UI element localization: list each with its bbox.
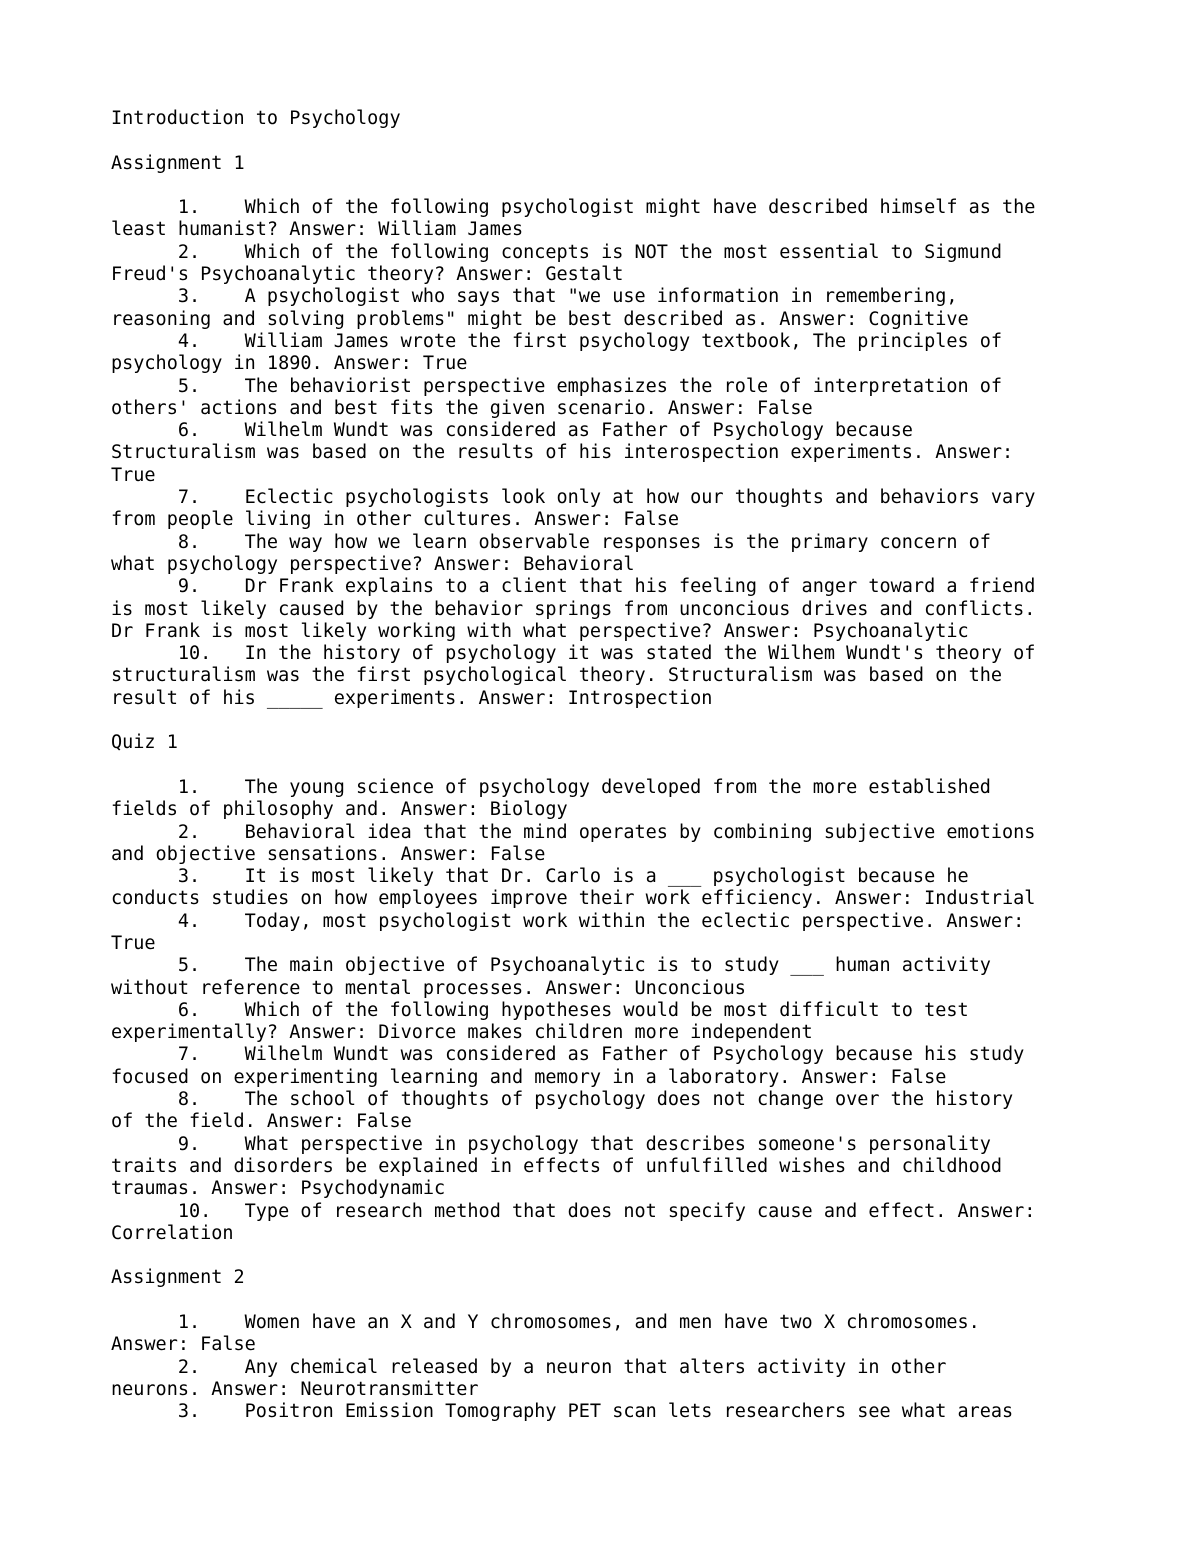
text-line: 3. A psychologist who says that "we use information in remembering,: [111, 286, 958, 308]
text-line: from people living in other cultures. Answer: False: [111, 509, 680, 531]
text-line: 6. Wilhelm Wundt was considered as Father of Psychology because: [111, 420, 913, 442]
text-line: True: [111, 932, 156, 954]
section-heading: Assignment 1: [111, 152, 245, 174]
text-line: Structuralism was based on the results of his interospection experiments. Answer:: [111, 442, 1014, 464]
document-page: [111, 108, 1091, 1424]
text-line: 4. William James wrote the first psychology textbook, The principles of: [111, 330, 1003, 352]
text-line: 1. Women have an X and Y chromosomes, and men have two X chromosomes.: [111, 1312, 980, 1334]
blank-line: [111, 755, 1091, 777]
text-line: without reference to mental processes. Answer: Unconcious: [111, 977, 746, 999]
text-line: others' actions and best fits the given scenario. Answer: False: [111, 397, 813, 419]
blank-line: [111, 1290, 1091, 1312]
text-line: and objective sensations. Answer: False: [111, 843, 546, 865]
section-heading: Assignment 2: [111, 1267, 245, 1289]
blank-line: [111, 175, 1091, 197]
blank-line: [111, 130, 1091, 152]
text-line: 9. Dr Frank explains to a client that his feeling of anger toward a friend: [111, 576, 1036, 598]
text-line: least humanist? Answer: William James: [111, 219, 524, 241]
text-line: 2. Any chemical released by a neuron that alters activity in other: [111, 1356, 947, 1378]
text-line: Answer: False: [111, 1334, 256, 1356]
text-line: traumas. Answer: Psychodynamic: [111, 1178, 446, 1200]
text-line: fields of philosophy and. Answer: Biology: [111, 799, 568, 821]
text-line: 2. Behavioral idea that the mind operates by combining subjective emotions: [111, 821, 1036, 843]
text-line: traits and disorders be explained in effects of unfulfilled wishes and childhood: [111, 1155, 1003, 1177]
text-line: True: [111, 464, 156, 486]
text-line: 5. The behaviorist perspective emphasizes the role of interpretation of: [111, 375, 1003, 397]
text-line: psychology in 1890. Answer: True: [111, 353, 468, 375]
text-line: conducts studies on how employees improve their work efficiency. Answer: Industrial: [111, 888, 1036, 910]
text-line: 4. Today, most psychologist work within the eclectic perspective. Answer:: [111, 910, 1025, 932]
text-line: 3. Positron Emission Tomography PET scan lets researchers see what areas: [111, 1401, 1014, 1423]
text-line: 1. The young science of psychology developed from the more established: [111, 776, 991, 798]
text-line: 5. The main objective of Psychoanalytic is to study ___ human activity: [111, 955, 991, 977]
text-line: 10. In the history of psychology it was stated the Wilhem Wundt's theory of: [111, 643, 1036, 665]
text-line: of the field. Answer: False: [111, 1111, 412, 1133]
text-line: 7. Eclectic psychologists look only at how our thoughts and behaviors vary: [111, 487, 1036, 509]
text-line: Dr Frank is most likely working with what perspective? Answer: Psychoanalytic: [111, 620, 969, 642]
text-line: 10. Type of research method that does not specify cause and effect. Answer:: [111, 1200, 1036, 1222]
text-line: neurons. Answer: Neurotransmitter: [111, 1378, 479, 1400]
text-line: 2. Which of the following concepts is NOT the most essential to Sigmund: [111, 241, 1003, 263]
section-heading: Quiz 1: [111, 732, 178, 754]
text-line: focused on experimenting learning and memory in a laboratory. Answer: False: [111, 1066, 947, 1088]
text-line: 3. It is most likely that Dr. Carlo is a ___ psychologist because he: [111, 866, 969, 888]
document-title: Introduction to Psychology: [111, 108, 401, 129]
text-line: reasoning and solving problems" might be best described as. Answer: Cognitive: [111, 308, 969, 330]
text-line: 8. The way how we learn observable responses is the primary concern of: [111, 531, 991, 553]
text-line: 8. The school of thoughts of psychology does not change over the history: [111, 1089, 1014, 1111]
text-line: structuralism was the first psychological theory. Structuralism was based on the: [111, 665, 1003, 687]
text-line: 6. Which of the following hypotheses would be most difficult to test: [111, 999, 969, 1021]
text-line: Freud's Psychoanalytic theory? Answer: Gestalt: [111, 264, 624, 286]
text-line: what psychology perspective? Answer: Behavioral: [111, 553, 635, 575]
text-line: Correlation: [111, 1222, 234, 1244]
blank-line: [111, 710, 1091, 732]
text-line: result of his _____ experiments. Answer: Introspection: [111, 687, 713, 709]
text-line: 7. Wilhelm Wundt was considered as Father of Psychology because his study: [111, 1044, 1025, 1066]
blank-line: [111, 1245, 1091, 1267]
text-line: is most likely caused by the behavior springs from unconcious drives and conflicts.: [111, 598, 1036, 620]
text-line: experimentally? Answer: Divorce makes children more independent: [111, 1022, 813, 1044]
text-line: 9. What perspective in psychology that describes someone's personality: [111, 1133, 991, 1155]
text-line: 1. Which of the following psychologist might have described himself as the: [111, 197, 1036, 219]
